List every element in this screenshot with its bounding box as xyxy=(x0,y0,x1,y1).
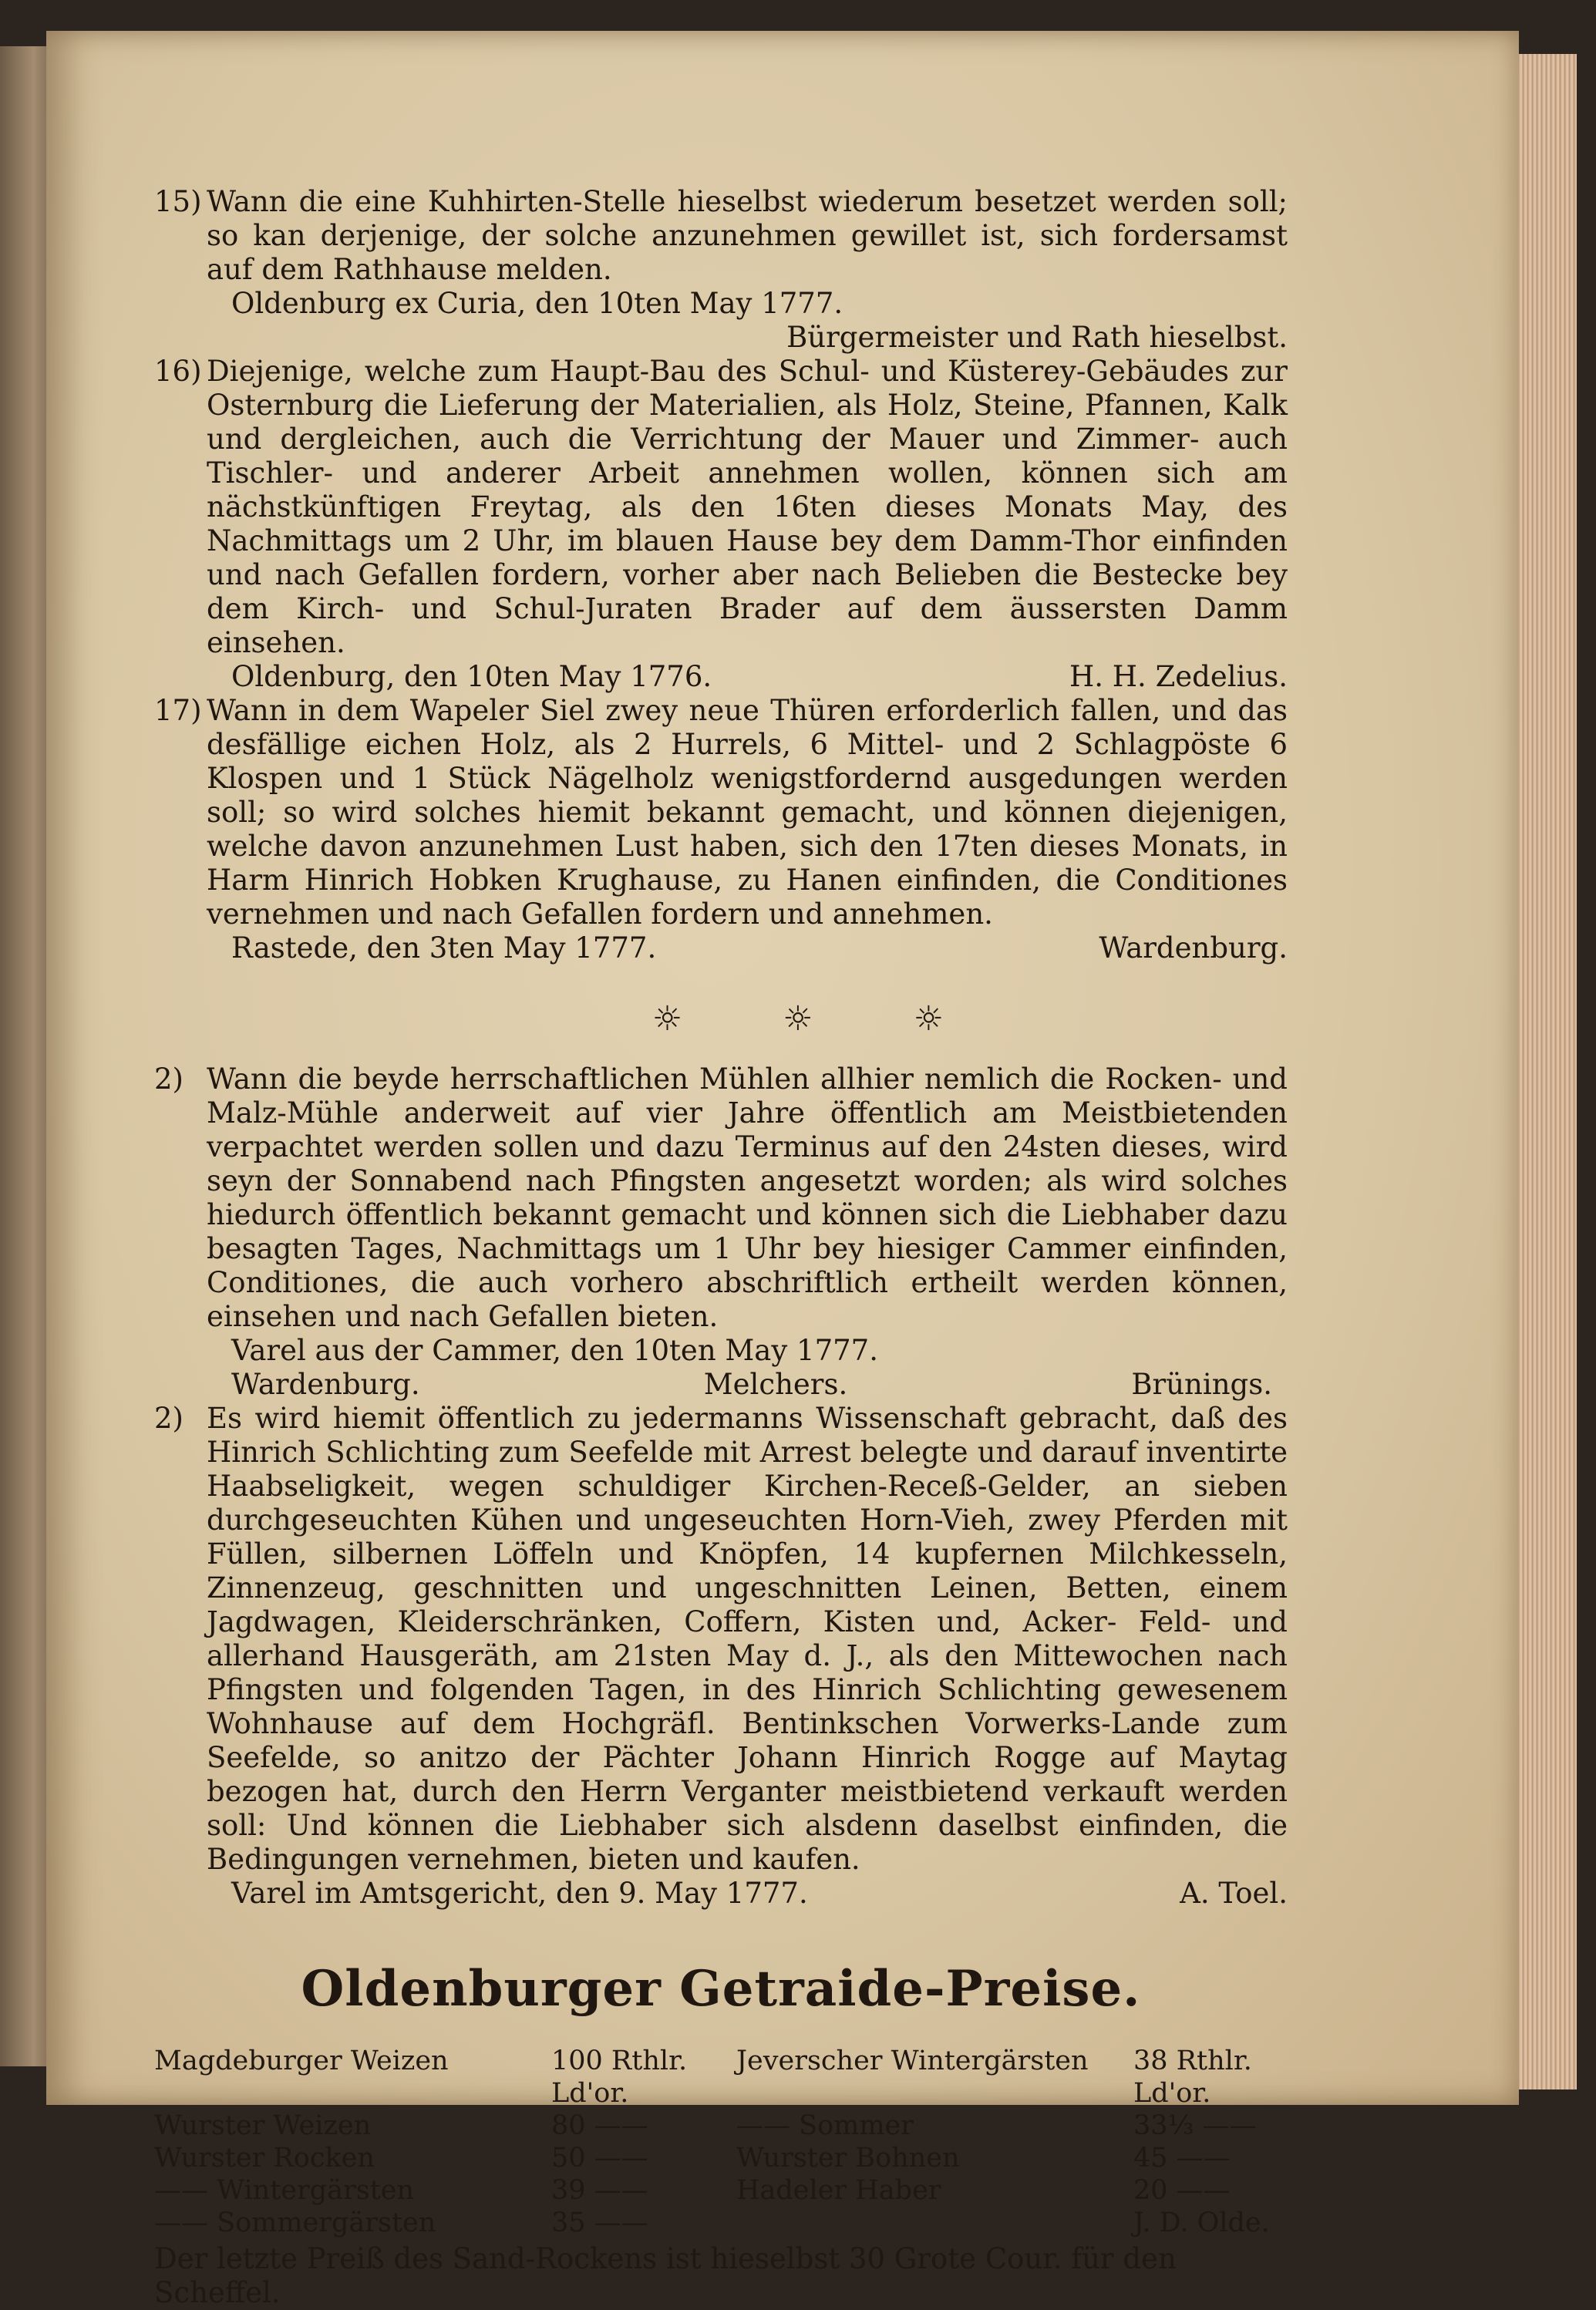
notice-place-date: Varel aus der Cammer, den 10ten May 1777. xyxy=(231,1334,878,1367)
price-row: —— Sommer 33⅓ —— xyxy=(736,2110,1257,2141)
notice-place-date: Oldenburg, den 10ten May 1776. xyxy=(231,660,712,693)
sun-ornament-icon: ☼ xyxy=(652,999,683,1039)
notice-15 xyxy=(154,185,1288,355)
notice-number: 2) xyxy=(154,1402,184,1435)
page-block-edge xyxy=(1519,54,1577,2089)
notice-body: Diejenige, welche zum Haupt-Bau des Schul- und Küsterey-Gebäudes zur Osternburg die Lieferung der Materialien, als Holz, Steine, Pfannen, Kalk und dergleichen, auch die Verrichtung der Mauer und Zimmer- auch Tischler- und anderer Arbeit annehmen wollen, können sich am nächstkünftigen Freytag, als den 16ten dieses Monats May, des Nachmittags um 2 Uhr, im blauen Hause bey dem Damm-Thor einfinden und nach Gefallen fordern, vorher aber nach Belieben die Bestecke bey dem Kirch- und Schul-Juraten Brader auf dem äussersten Damm einsehen. xyxy=(207,355,1288,659)
notice-varel-muehlen xyxy=(154,1062,1288,1402)
notice-place-date: Oldenburg ex Curia, den 10ten May 1777. xyxy=(231,287,843,320)
price-row: —— Wintergärsten 39 —— xyxy=(154,2175,648,2206)
notice-signer: Bürgermeister und Rath hieselbst. xyxy=(786,321,1288,354)
notice-signer: Melchers. xyxy=(703,1368,848,1401)
notice-body: Wann die beyde herrschaftlichen Mühlen allhier nemlich die Rocken- und Malz-Mühle anderweit auf vier Jahre öffentlich am Meistbietenden verpachtet werden sollen und dazu Terminus auf den 24sten dieses, wird seyn der Sonnabend nach Pfingsten angesetzt worden; als wird solches hiedurch öffentlich bekannt gemacht und können sich die Liebhaber dazu besagten Tages, Nachmittags um 1 Uhr bey hiesiger Cammer einfinden, Conditiones, die auch vorhero abschriftlich ertheilt werden können, einsehen und nach Gefallen bieten. xyxy=(207,1062,1288,1333)
notice-signer: Brünings. xyxy=(1131,1368,1272,1401)
price-row: Hadeler Haber 20 —— xyxy=(736,2175,1231,2206)
notice-17 xyxy=(154,694,1288,965)
price-column-right xyxy=(736,2045,1288,2239)
price-row: —— Sommergärsten 35 —— xyxy=(154,2207,648,2238)
section-divider xyxy=(154,999,1288,1039)
notice-signer: A. Toel. xyxy=(1180,1877,1288,1910)
price-row: Jeverscher Wintergärsten 38 Rthlr. Ld'or. xyxy=(736,2046,1252,2109)
notice-body: Wann in dem Wapeler Siel zwey neue Thüren erforderlich fallen, und das desfällige eichen Holz, als 2 Hurrels, 6 Mittel- und 2 Schlagpöste 6 Klospen und 1 Stück Nägelholz wenigstfordernd ausgedungen werden soll; so wird solches hiemit bekannt gemacht, und können diejenigen, welche davon anzunehmen Lust haben, sich den 17ten dieses Monats, in Harm Hinrich Hobken Krughause, zu Hanen einfinden, die Conditiones vernehmen und nach Gefallen fordern und annehmen. xyxy=(207,694,1288,931)
price-list-title: Oldenburger Getraide-Preise. xyxy=(301,1960,1141,2018)
notice-number: 15) xyxy=(154,185,202,218)
price-row: Wurster Bohnen 45 —— xyxy=(736,2143,1231,2174)
notice-signer: Wardenburg. xyxy=(231,1368,420,1401)
notice-signer: Wardenburg. xyxy=(1099,931,1288,965)
sun-ornament-icon: ☼ xyxy=(783,999,813,1039)
notice-number: 2) xyxy=(154,1062,184,1096)
notice-16 xyxy=(154,355,1288,694)
notice-body: Es wird hiemit öffentlich zu jedermanns Wissenschaft gebracht, daß des Hinrich Schlichting zum Seefelde mit Arrest belegte und darauf inventirte Haabseligkeit, wegen schuldiger Kirchen-Receß-Gelder, an sieben durchgeseuchten Kühen und ungeseuchten Horn-Vieh, zwey Pferden mit Füllen, silbernen Löffeln und Knöpfen, 14 kupfernen Milchkesseln, Zinnenzeug, geschnitten und ungeschnitten Leinen, Betten, einem Jagdwagen, Kleiderschränken, Coffern, Kisten und, Acker- Feld- und allerhand Hausgeräth, am 21sten May d. J., als den Mittewochen nach Pfingsten und folgenden Tagen, in des Hinrich Schlichting gewesenem Wohnhause auf dem Hochgräfl. Bentinkschen Vorwerks-Lande zum Seefelde, so anitzo der Pächter Johann Hinrich Rogge auf Maytag bezogen hat, durch den Herrn Verganter meistbietend verkauft werden soll: Und können die Liebhaber sich alsdenn daselbst einfinden, die Bedingungen vernehmen, bieten und kaufen. xyxy=(207,1402,1288,1876)
page-text xyxy=(154,185,1288,2310)
notice-varel-verkauf xyxy=(154,1402,1288,1911)
price-footer-note: Der letzte Preiß des Sand-Rockens ist hieselbst 30 Grote Cour. für den Scheffel. xyxy=(154,2242,1177,2309)
notice-number: 17) xyxy=(154,694,202,727)
price-row: Wurster Weizen 80 —— xyxy=(154,2110,648,2141)
price-table xyxy=(154,2045,1288,2239)
notice-body: Wann die eine Kuhhirten-Stelle hieselbst wiederum besetzet werden soll; so kan derjenige, der solche anzunehmen gewillet ist, sich fordersamst auf dem Rathhause melden. xyxy=(207,185,1288,286)
price-column-left xyxy=(154,2045,705,2239)
notice-number: 16) xyxy=(154,355,202,388)
price-signer-row: J. D. Olde. xyxy=(1133,2207,1270,2238)
sun-ornament-icon: ☼ xyxy=(913,999,944,1039)
notice-place-date: Varel im Amtsgericht, den 9. May 1777. xyxy=(231,1877,808,1910)
notice-place-date: Rastede, den 3ten May 1777. xyxy=(231,931,657,965)
notice-signer: H. H. Zedelius. xyxy=(1069,660,1288,693)
price-row: Magdeburger Weizen 100 Rthlr. Ld'or. xyxy=(154,2046,688,2109)
price-row: Wurster Rocken 50 —— xyxy=(154,2143,648,2174)
